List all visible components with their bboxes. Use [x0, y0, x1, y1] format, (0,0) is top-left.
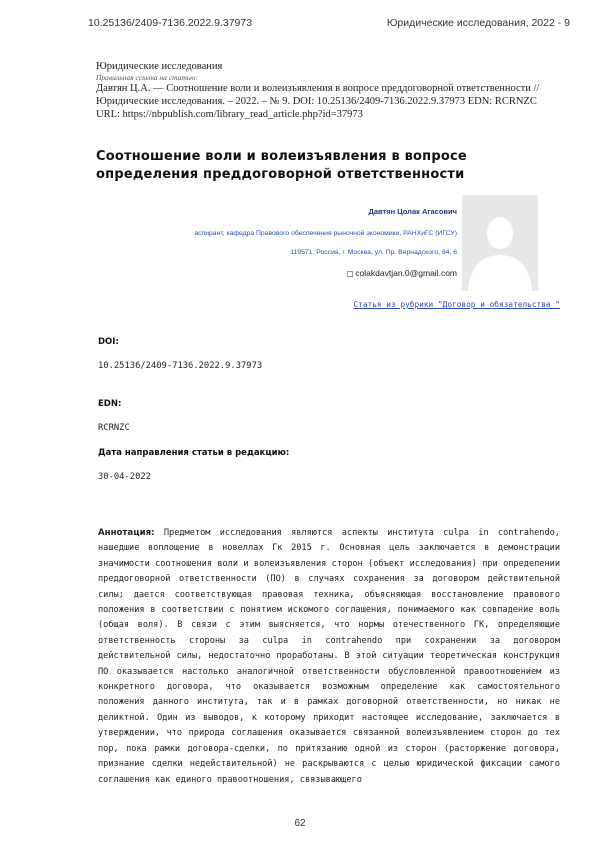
author-email[interactable]: colakdavtjan.0@gmail.com [355, 268, 457, 278]
abstract-label: Аннотация: [98, 528, 155, 538]
abstract [98, 526, 560, 788]
author-affiliation: аспирант, кафедра Правового обеспечения рыночной экономики, РАНХиГС (ИГСУ) [194, 230, 457, 237]
author-photo [462, 195, 538, 291]
running-header-journal: Юридические исследования, 2022 - 9 [386, 17, 570, 29]
doi-value: 10.25136/2409-7136.2022.9.37973 [98, 361, 263, 371]
citation-text: Давтян Ц.А. — Соотношение воли и волеизъявления в вопросе преддоговорной ответственности // Юридические исследования. – 2022. – № 9. DOI: 10.25136/2409-7136.2022.9.37973 EDN: RCRNZC URL: https://nbpublish.com/library_read_article.php?id=37973 [96, 83, 540, 120]
user-silhouette-icon [462, 195, 538, 291]
edn-label: EDN: [98, 399, 122, 409]
submission-value: 30-04-2022 [98, 472, 151, 482]
edn-value: RCRNZC [98, 423, 130, 433]
author-email-row[interactable] [194, 268, 457, 278]
citation-hint: Правильная ссылка на статью: [96, 73, 198, 82]
rubric-link[interactable]: Статья из рубрики "Договор и обязательства " [353, 300, 560, 309]
author-block [194, 207, 457, 278]
running-header-doi: 10.25136/2409-7136.2022.9.37973 [88, 17, 253, 29]
author-name: Давтян Цолак Агасович [368, 207, 457, 216]
citation-journal: Юридические исследования [96, 61, 223, 72]
page-number: 62 [294, 818, 306, 829]
envelope-icon [347, 271, 353, 277]
submission-label: Дата направления статьи в редакцию: [98, 448, 290, 458]
doi-label: DOI: [98, 337, 119, 347]
author-address: 119571, Россия, г. Москва, ул. Пр. Вернадского, 84, 6 [290, 249, 457, 256]
citation-block [96, 60, 556, 121]
article-title: Соотношение воли и волеизъявления в вопросе определения преддоговорной ответственности [96, 149, 467, 182]
abstract-text: Предметом исследования являются аспекты института culpa in contrahendo, нашедшие воплощение в новеллах Гк 2015 г. Основная цель заключается в демонстрации значимости соотношения воли и волеизъявления сторон (объект исследования) при определении преддоговорной ответственности (ПО) в случаях сохранения за договором действительной силы; дается соответствующая правовая техника, объясняющая восстановление правового положения в соответствии с понятием искомого соглашения, понимаемого как совпадение воль (общая воля). В связи с этим выясняется, что нормы отечественного ГК, определяющие ответственность стороны за culpa in contrahendo при сохранении за договором действительной силы, недостаточно проработаны. В этой ситуации теоретическая конструкция ПО оказывается настолько аналогичной ответственности обусловленной правоотношением из конкретного договора, что оказывается возможным определение как самостоятельного положения данного института, так и в рамках договорной ответственности, но никак не деликтной. Один из выводов, к которому приходит настоящее исследование, заключается в утверждении, что природа соглашения оказывается связанной волеизъявлением сторон до тех пор, пока рамки договора-сделки, по притязанию одной из сторон (расторжение договора, признание сделки недействительной) не раскрываются с целью юридической фиксации самого соглашения как единого правоотношения, связывающего [98, 528, 560, 785]
